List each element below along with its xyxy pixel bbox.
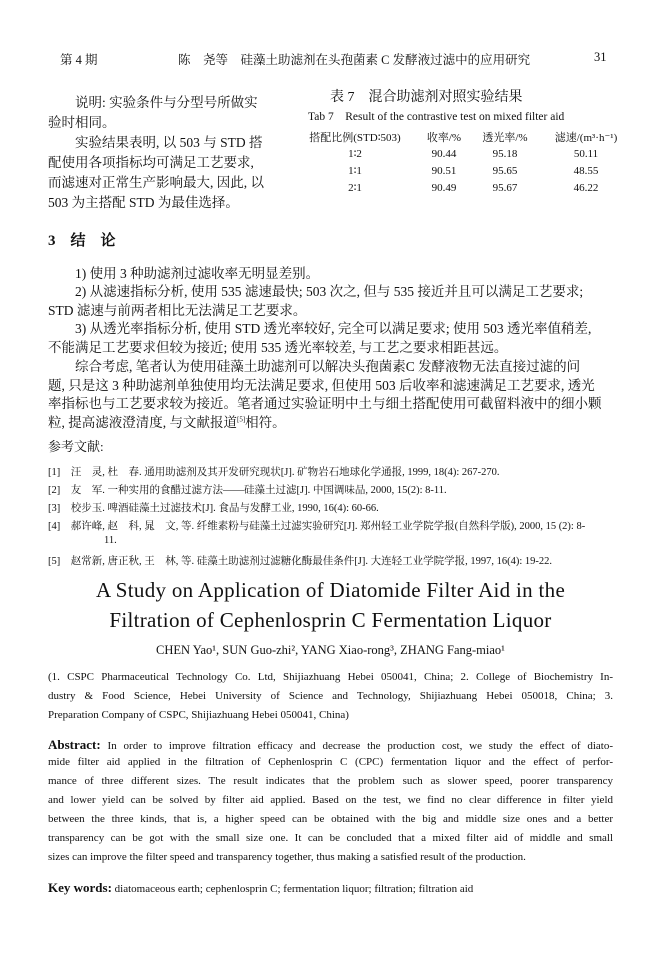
left-column-line: 503 为主搭配 STD 为最佳选择。 — [48, 195, 239, 210]
abstract-line — [48, 775, 613, 787]
abstract-text: and lower yield can be solved by filter aid applied. Based on the test, we find no clear difference in filter yield — [48, 794, 613, 806]
conclusion-line: 3) 从透光率指标分析, 使用 STD 透光率较好, 完全可以满足要求; 使用 503 透光率值稍差, — [48, 321, 592, 336]
table-row — [296, 145, 636, 162]
section-heading: 3 结 论 — [48, 233, 116, 249]
keywords-label: Key words: — [48, 880, 112, 895]
reference-item: [2] 友 军. 一种实用的食醋过滤方法——硅藻土过滤[J]. 中国调味品, 2000, 15(2): 8-11. — [48, 485, 447, 496]
table-row — [296, 162, 636, 179]
table-cell: 90.44 — [431, 147, 457, 160]
reference-item: [4] 郝许峰, 赵 科, 晁 文, 等. 纤维素粉与硅藻土过滤实验研究[J]. 郑州轻工业学院学报(自然科学版), 2000, 15 (2): 8- — [48, 521, 586, 532]
abstract-label: Abstract: — [48, 737, 101, 752]
conclusion-line: 综合考虑, 笔者认为使用硅藻土助滤剂可以解决头孢菌素C 发酵液物无法直接过滤的问 — [48, 359, 581, 374]
english-title-line: A Study on Application of Diatomide Filter Aid in the — [95, 578, 566, 602]
table-cell: 1∶2 — [348, 148, 362, 160]
table-cell: 50.11 — [573, 147, 599, 160]
affiliation-line: Preparation Company of CSPC, Shijiazhuang Hebei 050041, China) — [48, 709, 349, 721]
table-header-row — [296, 128, 636, 145]
abstract-line — [48, 813, 613, 825]
reference-item: [5] 赵常新, 唐正秋, 王 林, 等. 硅藻土助滤剂过滤糖化酶最佳条件[J]. 大连轻工业学院学报, 1997, 16(4): 19-22. — [48, 556, 552, 567]
conclusion-line-text: 粒, 提高滤液澄清度, 与文献报道 — [48, 415, 237, 430]
left-column-line: 说明: 实验条件与分型号所做实 — [48, 95, 258, 110]
abstract-line — [48, 794, 613, 806]
left-column-line: 实验结果表明, 以 503 与 STD 搭 — [48, 135, 263, 150]
running-title: 陈 尧等 硅藻土助滤剂在头孢菌素 C 发酵液过滤中的应用研究 — [178, 53, 531, 67]
abstract-text: transparency can be got with the small size one. It can be concluded that a mixed filter aid of middle and small — [48, 832, 613, 844]
keywords-text: diatomaceous earth; cephenlosprin C; fermentation liquor; filtration; filtration aid — [114, 883, 474, 895]
conclusion-line: 题, 只是这 3 种助滤剂单独使用均无法满足要求, 但使用 503 后收率和滤速满足工艺要求, 透光 — [48, 378, 595, 393]
citation-marker: [5] — [237, 415, 246, 424]
table-title-cn: 表 7 混合助滤剂对照实验结果 — [330, 90, 523, 105]
abstract-text: mide filter aid applied in the filtration of Cephenlosprin C (CPC) fermentation liquor and the effect of perfor- — [48, 756, 613, 768]
reference-item: [1] 汪 灵, 杜 春. 通用助滤剂及其开发研究现状[J]. 矿物岩石地球化学通报, 1999, 18(4): 267-270. — [48, 467, 500, 478]
results-table — [296, 128, 636, 196]
conclusion-line: 2) 从滤速指标分析, 使用 535 滤速最快; 503 次之, 但与 535 接近并且可以满足工艺要求; — [48, 284, 584, 299]
table-header-cell: 搭配比例(STD∶503) — [309, 131, 401, 144]
references-heading: 参考文献: — [48, 439, 104, 454]
conclusion-line: 率指标也与工艺要求较为接近。笔者通过实验证明中土与细土搭配使用可截留料液中的细小颗 — [48, 396, 602, 411]
abstract-line — [48, 756, 613, 768]
table-header-cell: 滤速/(m³·h⁻¹) — [554, 131, 618, 144]
table-cell: 46.22 — [573, 181, 599, 194]
abstract-line — [48, 737, 613, 753]
left-column-line: 而滤速对正常生产影响最大, 因此, 以 — [48, 175, 264, 190]
table-cell: 90.49 — [431, 181, 457, 194]
issue-number: 第 4 期 — [60, 53, 98, 67]
conclusion-line: 不能满足工艺要求但较为接近; 使用 535 透光率较差, 与工艺之要求相距甚远。 — [48, 340, 508, 355]
table-cell: 95.67 — [492, 181, 518, 194]
table-body — [296, 145, 636, 196]
abstract-text: sizes can improve the filter speed and transparency together, thus making a satisfied result of the production. — [48, 851, 526, 863]
abstract-text: In order to improve filtration efficacy and decrease the production cost, we study the effect of diato- — [107, 740, 614, 752]
table-row — [296, 179, 636, 196]
reference-item: 11. — [104, 535, 117, 546]
table-cell: 90.51 — [431, 164, 457, 177]
page-number: 31 — [594, 50, 607, 64]
abstract-text: between the three kinds, that is, a higher speed can be obtained with the big and middle size ones and a better — [48, 813, 613, 825]
affiliation-line: (1. CSPC Pharmaceutical Technology Co. Ltd, Shijiazhuang Hebei 050041, China; 2. College of Biochemistry In- — [48, 671, 613, 683]
affiliation-line: dustry & Food Science, Hebei University of Science and Technology, Shijiazhuang Hebei 050018, China; 3. — [48, 690, 613, 702]
left-column-line: 配使用各项指标均可满足工艺要求, — [48, 155, 254, 170]
abstract-line — [48, 832, 613, 844]
table-cell: 95.65 — [492, 164, 518, 177]
authors: CHEN Yao¹, SUN Guo-zhi², YANG Xiao-rong³, ZHANG Fang-miao¹ — [156, 643, 505, 657]
keywords — [48, 880, 473, 896]
conclusion-tail: 相符。 — [245, 415, 286, 430]
conclusion-line — [48, 411, 286, 431]
table-cell: 2∶1 — [348, 182, 362, 194]
table-cell: 48.55 — [573, 164, 599, 177]
english-title-line: Filtration of Cephenlosprin C Fermentation Liquor — [109, 608, 552, 632]
table-cell: 1∶1 — [348, 165, 362, 177]
conclusion-line: STD 滤速与前两者相比无法满足工艺要求。 — [48, 303, 307, 318]
reference-item: [3] 校步玉. 啤酒硅藻土过滤技术[J]. 食品与发酵工业, 1990, 16(4): 60-66. — [48, 503, 379, 514]
table-header-cell: 收率/% — [426, 131, 462, 144]
table-title-en: Tab 7 Result of the contrastive test on mixed filter aid — [308, 111, 565, 123]
left-column-line: 验时相同。 — [48, 115, 116, 130]
abstract-text: mance of three different sizes. The result indicates that the problem such as slower speed, poorer transparency — [48, 775, 613, 787]
abstract-line — [48, 851, 613, 863]
conclusion-line: 1) 使用 3 种助滤剂过滤收率无明显差别。 — [48, 266, 320, 281]
table-cell: 95.18 — [492, 147, 518, 160]
table-header-cell: 透光率/% — [482, 131, 528, 144]
